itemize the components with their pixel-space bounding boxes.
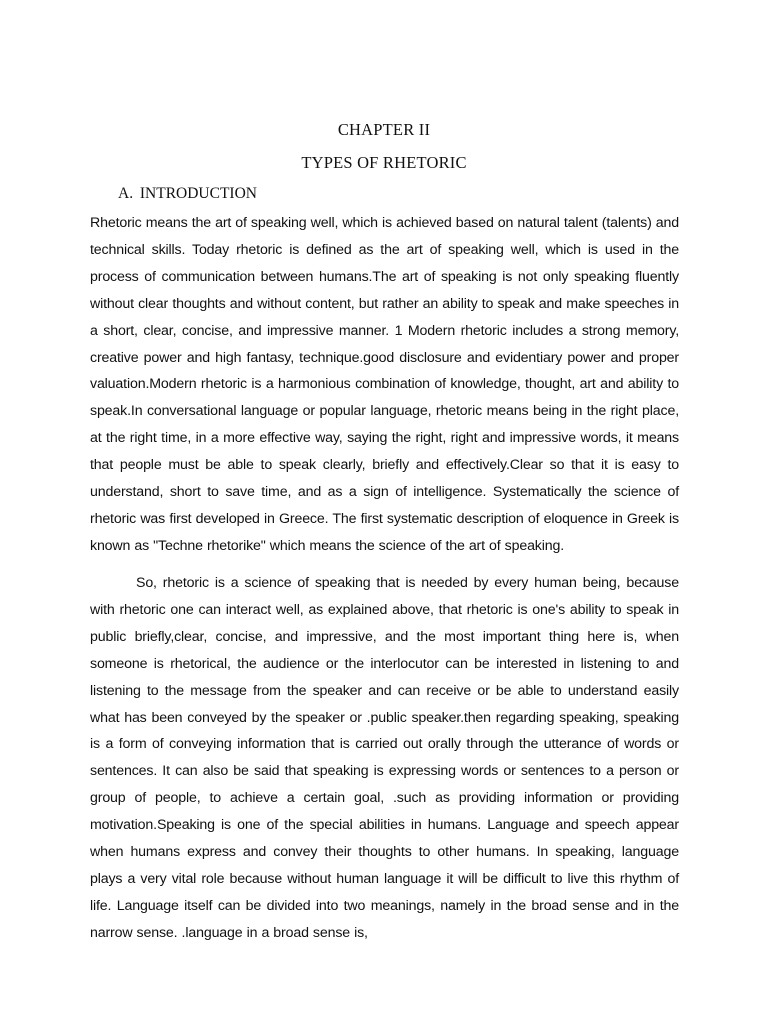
chapter-label: CHAPTER II xyxy=(337,120,431,139)
section-marker: A. xyxy=(118,185,134,202)
section-heading xyxy=(118,185,257,203)
body-paragraph-1: Rhetoric means the art of speaking well, which is achieved based on natural talent (talents) and technical skills. Today rhetoric is defined as the art of speaking well, which is used in the process of communication between humans.The art of speaking is not only speaking fluently without clear thoughts and without content, but rather an ability to speak and make speeches in a short, clear, concise, and impressive manner. 1 Modern rhetoric includes a strong memory, creative power and high fantasy, technique.good disclosure and evidentiary power and proper valuation.Modern rhetoric is a harmonious combination of knowledge, thought, art and ability to speak.In conversational language or popular language, rhetoric means being in the right place, at the right time, in a more effective way, saying the right, right and impressive words, it means that people must be able to speak clearly, briefly and effectively.Clear so that it is easy to understand, short to save time, and as a sign of intelligence. Systematically the science of rhetoric was first developed in Greece. The first systematic description of eloquence in Greek is known as "Techne rhetorike" which means the science of the art of speaking. xyxy=(90,215,679,554)
chapter-title: TYPES OF RHETORIC xyxy=(301,153,467,172)
section-heading-text: INTRODUCTION xyxy=(139,185,257,202)
body-paragraph-2: So, rhetoric is a science of speaking that is needed by every human being, because with rhetoric one can interact well, as explained above, that rhetoric is one's ability to speak in public briefly,clear, concise, and impressive, and the most important thing here is, when someone is rhetorical, the audience or the interlocutor can be interested in listening to and listening to the message from the speaker and can receive or be able to understand easily what has been conveyed by the speaker or .public speaker.then regarding speaking, speaking is a form of conveying information that is carried out orally through the utterance of words or sentences. It can also be said that speaking is expressing words or sentences to a person or group of people, to achieve a certain goal, .such as providing information or providing motivation.Speaking is one of the special abilities in humans. Language and speech appear when humans express and convey their thoughts to other humans. In speaking, language plays a very vital role because without human language it will be difficult to live this rhythm of life. Language itself can be divided into two meanings, namely in the broad sense and in the narrow sense. .language in a broad sense is, xyxy=(90,575,679,941)
